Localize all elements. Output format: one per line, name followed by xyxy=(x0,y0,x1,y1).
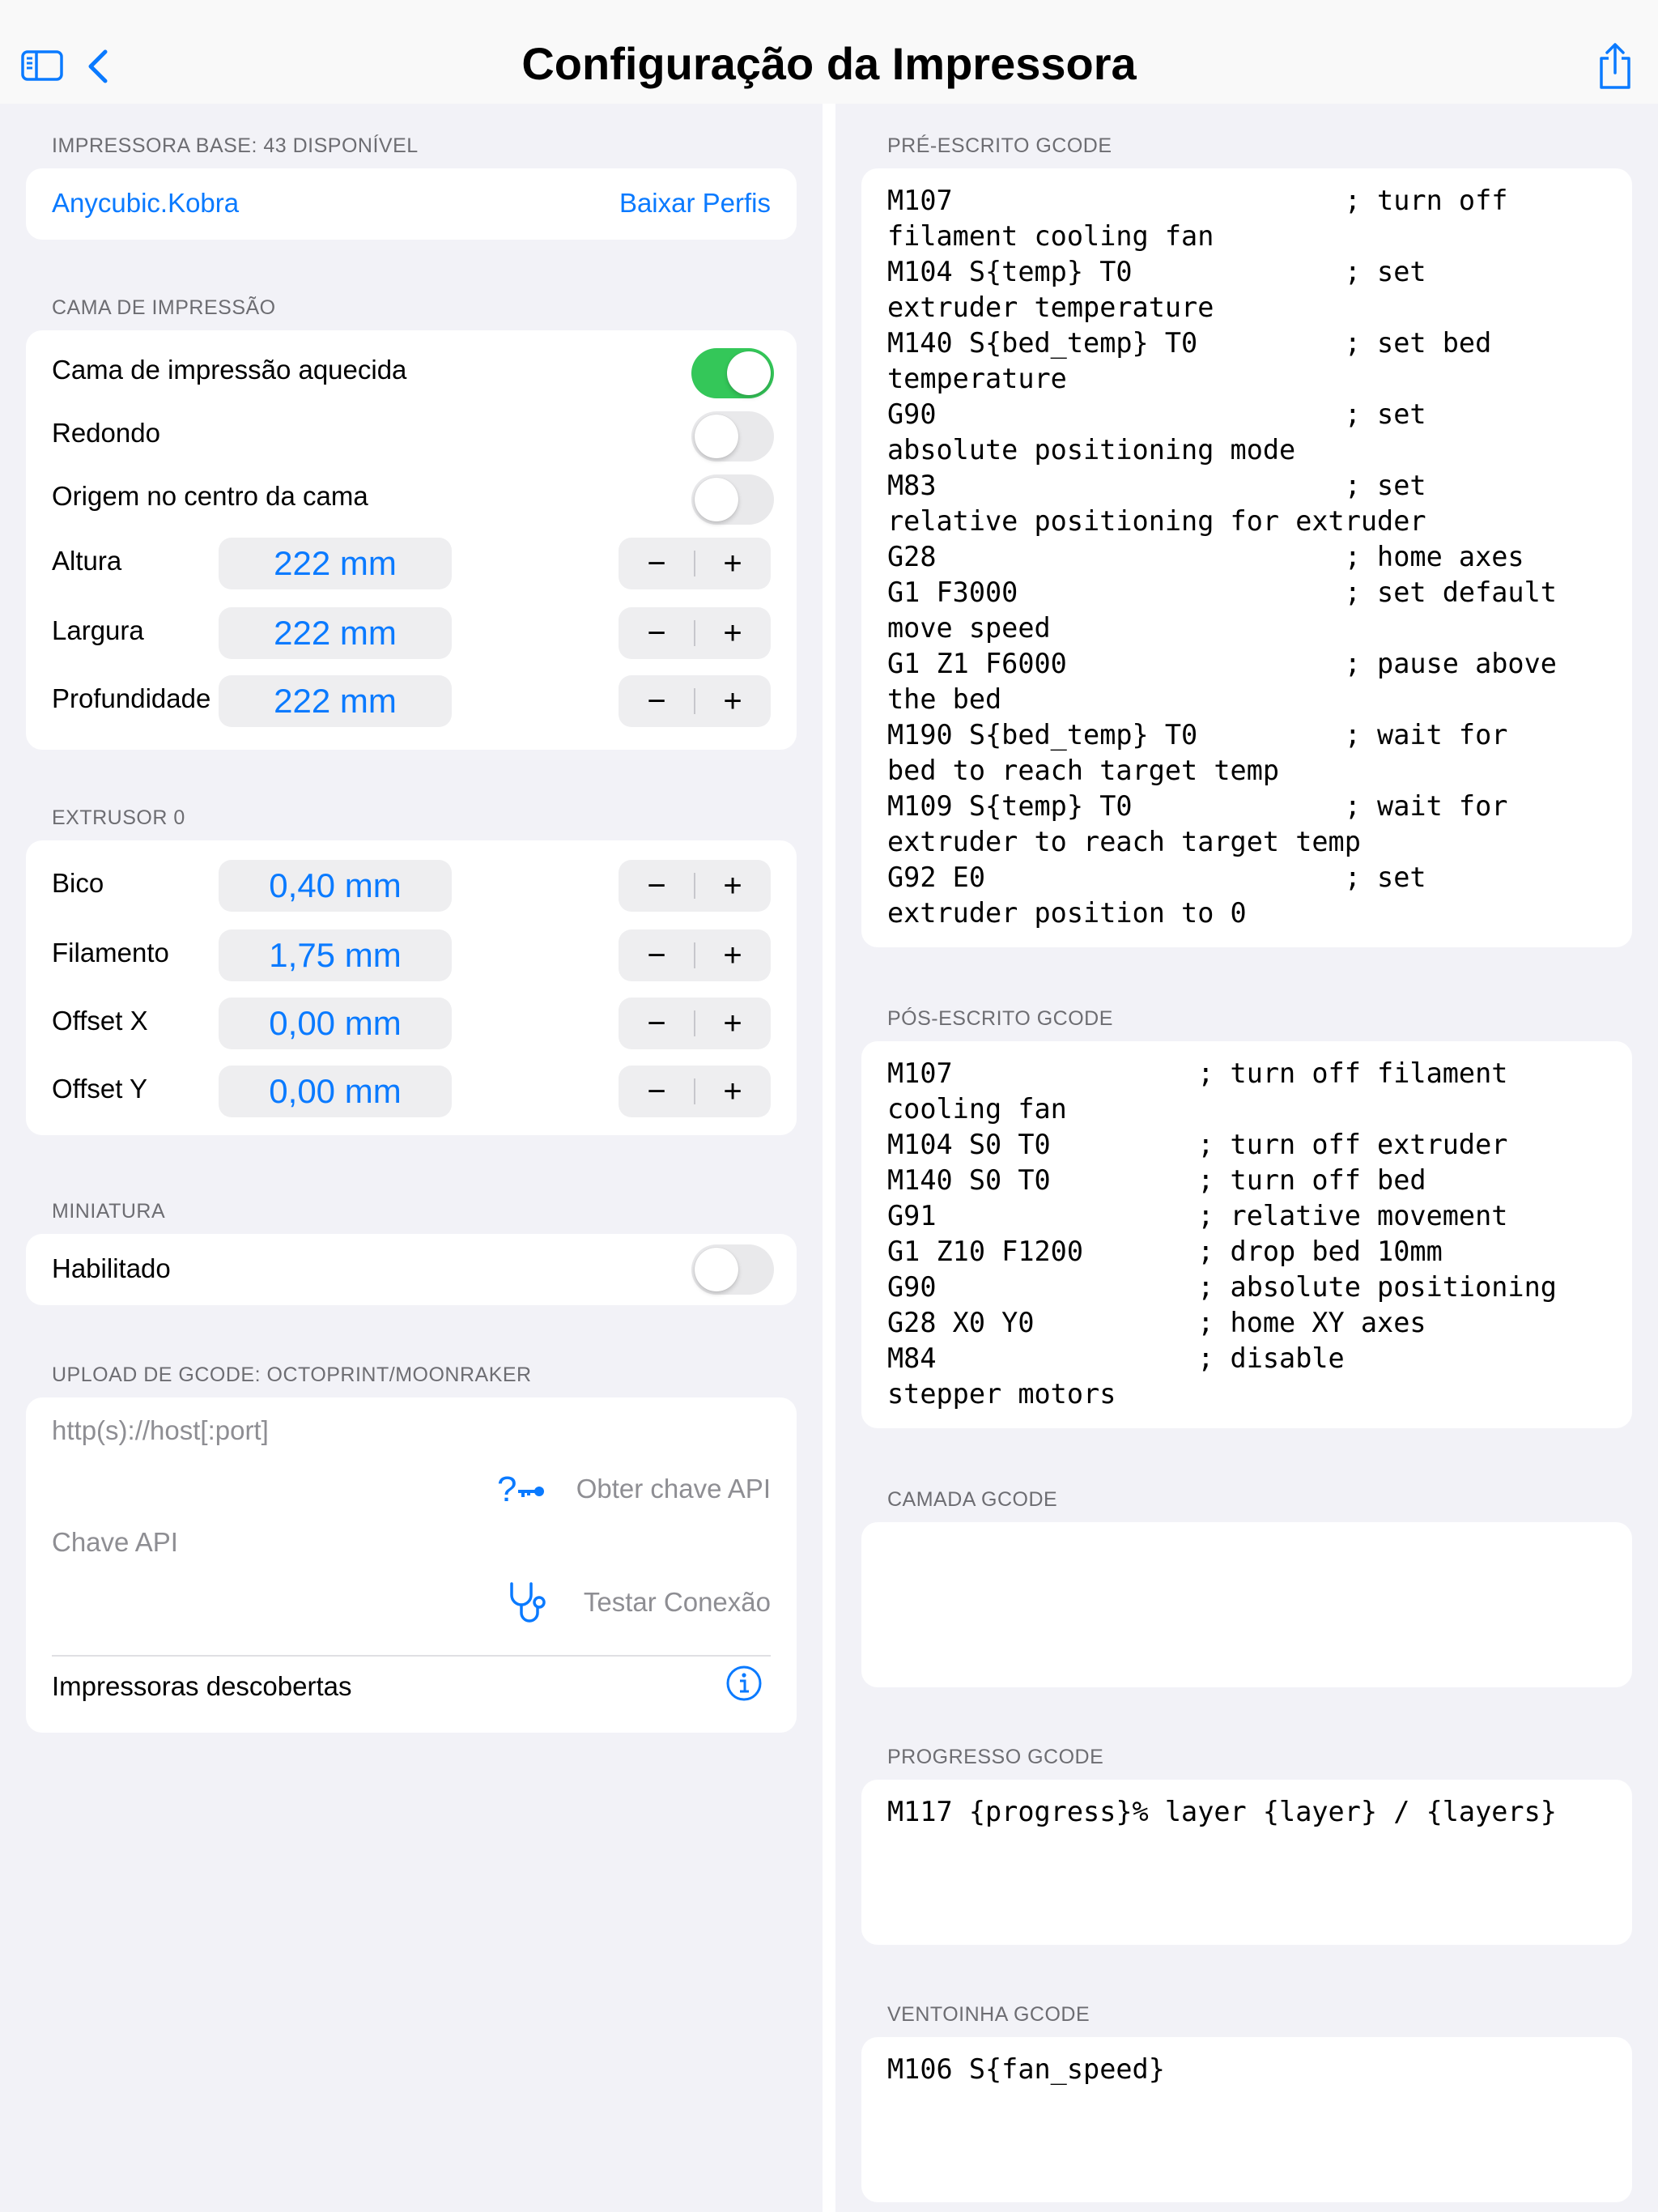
fan-gcode-editor[interactable]: M106 S{fan_speed} xyxy=(887,2053,1165,2085)
offset-x-value-field[interactable]: 0,00 mm xyxy=(219,998,452,1049)
post-gcode-editor[interactable]: M107 ; turn off filament cooling fan M104 S0 T0 ; turn off extruder M140 S0 T0 ; turn off bed G91 ; relative movement G1 Z10 F1200 ; drop bed 10mm G90 ; absolute positioning G28 X0 Y0 ; home XY axes M84 ; disable stepper motors xyxy=(887,1057,1557,1410)
extruder-header: EXTRUSOR 0 xyxy=(52,806,185,829)
pre-gcode-card xyxy=(861,168,1632,947)
offset-y-value-field[interactable]: 0,00 mm xyxy=(219,1066,452,1117)
offset-x-decrement-button[interactable]: − xyxy=(647,1006,666,1041)
base-printer-selector[interactable]: Anycubic.Kobra xyxy=(52,188,240,218)
width-stepper xyxy=(619,607,771,659)
layer-gcode-header: CAMADA GCODE xyxy=(887,1488,1058,1511)
heated-bed-toggle[interactable] xyxy=(691,348,774,398)
fan-gcode-header: VENTOINHA GCODE xyxy=(887,2003,1090,2026)
depth-stepper xyxy=(619,675,771,727)
width-value-field[interactable]: 222 mm xyxy=(219,607,452,659)
heated-bed-label: Cama de impressão aquecida xyxy=(52,355,407,385)
offset-y-increment-button[interactable]: + xyxy=(723,1074,742,1109)
progress-gcode-editor[interactable]: M117 {progress}% layer {layer} / {layers} xyxy=(887,1796,1557,1827)
bed-card xyxy=(26,330,797,750)
base-printer-header: IMPRESSORA BASE: 43 DISPONÍVEL xyxy=(52,134,419,157)
toggle-knob xyxy=(695,1248,738,1291)
post-gcode-card xyxy=(861,1041,1632,1428)
depth-label: Profundidade xyxy=(52,683,211,713)
test-connection-button[interactable]: Testar Conexão xyxy=(583,1587,771,1617)
fan-gcode-card xyxy=(861,2037,1632,2202)
depth-increment-button[interactable]: + xyxy=(723,683,742,719)
origin-center-label: Origem no centro da cama xyxy=(52,481,368,511)
filament-stepper xyxy=(619,929,771,981)
offset-x-label: Offset X xyxy=(52,1006,148,1036)
origin-center-toggle[interactable] xyxy=(691,474,774,525)
toggle-knob xyxy=(727,351,771,395)
upload-card xyxy=(26,1397,797,1733)
filament-label: Filamento xyxy=(52,938,169,968)
layer-gcode-card xyxy=(861,1522,1632,1687)
nozzle-increment-button[interactable]: + xyxy=(723,868,742,904)
host-input[interactable]: http(s)://host[:port] xyxy=(52,1415,269,1445)
width-increment-button[interactable]: + xyxy=(723,615,742,651)
depth-decrement-button[interactable]: − xyxy=(647,683,666,719)
get-api-key-button[interactable]: Obter chave API xyxy=(576,1474,771,1504)
width-decrement-button[interactable]: − xyxy=(647,615,666,651)
thumbnail-card xyxy=(26,1234,797,1305)
post-gcode-header: PÓS-ESCRITO GCODE xyxy=(887,1007,1113,1030)
svg-text:?: ? xyxy=(497,1470,517,1508)
filament-increment-button[interactable]: + xyxy=(723,938,742,973)
right-column[interactable] xyxy=(835,104,1658,2212)
thumbnail-enabled-toggle[interactable] xyxy=(691,1244,774,1295)
depth-value-field[interactable]: 222 mm xyxy=(219,675,452,727)
column-divider xyxy=(823,104,835,2212)
filament-decrement-button[interactable]: − xyxy=(647,938,666,973)
key-icon xyxy=(497,1469,546,1508)
thumbnail-header: MINIATURA xyxy=(52,1200,166,1223)
toggle-knob xyxy=(695,478,738,521)
progress-gcode-card xyxy=(861,1780,1632,1945)
round-bed-toggle[interactable] xyxy=(691,411,774,462)
pre-gcode-editor[interactable]: M107 ; turn off filament cooling fan M104 S{temp} T0 ; set extruder temperature M140 S{bed_temp} T0 ; set bed temperature G90 ; set absolute positioning mode M83 ; set relative positioning for extruder G28 ; home axes G1 F3000 ; set default move speed G1 Z1 F6000 ; pause above the bed M190 S{bed_temp} T0 ; wait for bed to reach target temp M109 S{temp} T0 ; wait for extruder to reach target temp G92 E0 ; set extruder position to 0 xyxy=(887,185,1557,929)
extruder-card xyxy=(26,840,797,1135)
divider xyxy=(52,1655,771,1657)
base-printer-card xyxy=(26,168,797,240)
navigation-bar xyxy=(0,0,1658,104)
discovered-printers-label[interactable]: Impressoras descobertas xyxy=(52,1671,352,1701)
toggle-knob xyxy=(695,415,738,458)
height-label: Altura xyxy=(52,546,122,576)
round-bed-label: Redondo xyxy=(52,418,160,448)
width-label: Largura xyxy=(52,615,144,645)
page-title: Configuração da Impressora xyxy=(521,38,1137,89)
height-decrement-button[interactable]: − xyxy=(647,546,666,581)
thumbnail-enabled-label: Habilitado xyxy=(52,1253,171,1283)
height-stepper xyxy=(619,538,771,589)
api-key-input[interactable]: Chave API xyxy=(52,1527,178,1557)
offset-x-increment-button[interactable]: + xyxy=(723,1006,742,1041)
nozzle-value-field[interactable]: 0,40 mm xyxy=(219,860,452,912)
progress-gcode-header: PROGRESSO GCODE xyxy=(887,1746,1104,1768)
info-icon[interactable] xyxy=(725,1665,763,1702)
filament-value-field[interactable]: 1,75 mm xyxy=(219,929,452,981)
stethoscope-icon xyxy=(507,1580,555,1626)
upload-header: UPLOAD DE GCODE: OCTOPRINT/MOONRAKER xyxy=(52,1363,532,1386)
offset-y-decrement-button[interactable]: − xyxy=(647,1074,666,1109)
height-increment-button[interactable]: + xyxy=(723,546,742,581)
height-value-field[interactable]: 222 mm xyxy=(219,538,452,589)
nozzle-stepper xyxy=(619,860,771,912)
bed-header: CAMA DE IMPRESSÃO xyxy=(52,296,276,319)
offset-y-stepper xyxy=(619,1066,771,1117)
left-column[interactable] xyxy=(0,104,823,2212)
offset-y-label: Offset Y xyxy=(52,1074,148,1104)
offset-x-stepper xyxy=(619,998,771,1049)
nozzle-label: Bico xyxy=(52,868,104,898)
nozzle-decrement-button[interactable]: − xyxy=(647,868,666,904)
download-profiles-button[interactable]: Baixar Perfis xyxy=(619,188,771,218)
pre-gcode-header: PRÉ-ESCRITO GCODE xyxy=(887,134,1112,157)
share-icon[interactable] xyxy=(1596,42,1634,91)
